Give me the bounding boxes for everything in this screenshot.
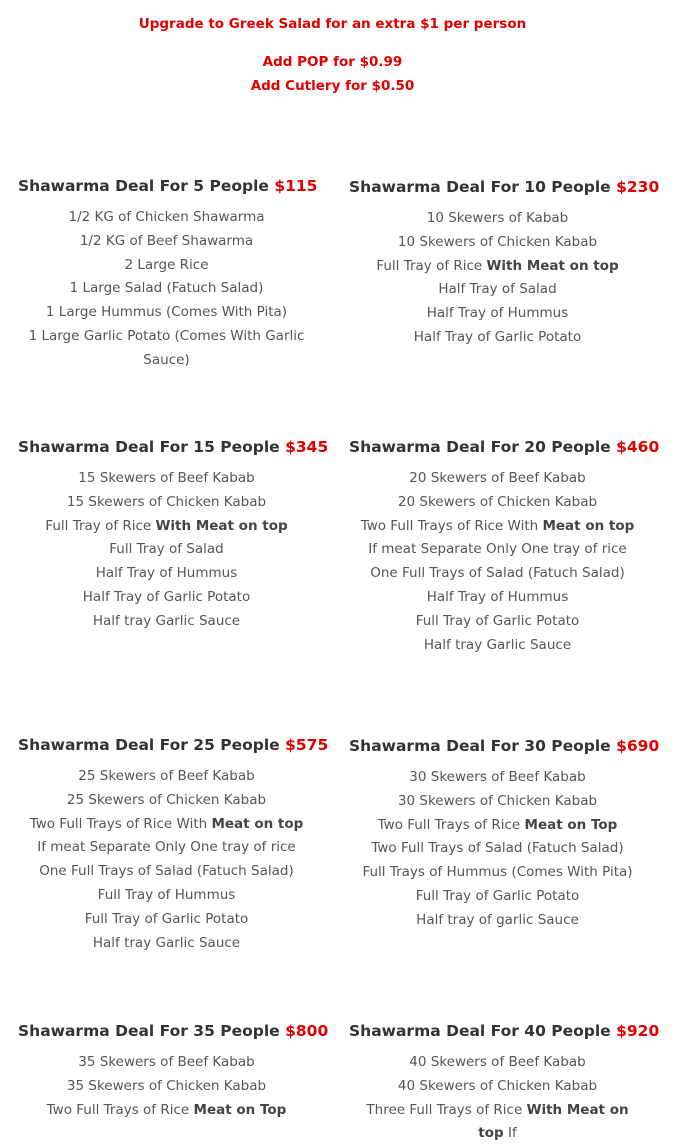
deal-items [18, 765, 315, 955]
notice-greek-salad: Upgrade to Greek Salad for an extra $1 per person [138, 16, 527, 32]
deal-item-text: Half tray Garlic Sauce [92, 934, 241, 951]
deal-item [349, 302, 646, 326]
deal-item [18, 908, 315, 932]
deal-item-text: 10 Skewers of Kabab [426, 210, 569, 226]
deal-item-highlight: With Meat on top [486, 257, 619, 274]
deal-title [349, 436, 660, 458]
deal-title-text: Shawarma Deal For 15 People [18, 438, 280, 456]
deal-price: $115 [274, 177, 318, 195]
deal-title [18, 1020, 329, 1042]
deal-item-text: One Full Trays of Salad (Fatuch Salad) [39, 863, 294, 880]
deal-item [18, 515, 315, 539]
deal-title [18, 436, 329, 458]
deal-items [349, 467, 646, 657]
deal-item-text: Half Tray of Salad [438, 281, 557, 298]
deal-item-text: One Full Trays of Salad (Fatuch Salad) [370, 565, 625, 582]
deal-item [18, 301, 315, 325]
deal-item [18, 277, 315, 301]
deal-item-text: Full Tray of Hummus [97, 886, 236, 903]
deal-item [349, 814, 646, 838]
deal-item [349, 837, 646, 861]
deal-item-text: 1/2 KG of Chicken Shawarma [68, 209, 265, 225]
deal-item [18, 860, 315, 884]
deal-title [349, 735, 660, 757]
deal-item [349, 885, 646, 909]
deal-card-35-people [18, 1020, 329, 1122]
deal-item-text: Half Tray of Hummus [426, 305, 569, 322]
deal-card-30-people [349, 735, 660, 933]
deal-title-text: Shawarma Deal For 5 People [18, 177, 269, 195]
deal-item [349, 278, 646, 302]
deal-title [349, 1020, 660, 1042]
deal-item-text: 1 Large Hummus (Comes With Pita) [45, 304, 288, 321]
deal-item [18, 538, 315, 562]
deal-item-text: Three Full Trays of Rice [366, 1101, 527, 1118]
deal-item [18, 467, 315, 491]
deal-items [18, 467, 315, 634]
deal-item-text: Full Tray of Garlic Potato [415, 887, 580, 904]
deal-title [18, 734, 329, 756]
deal-item-text: 1 Large Salad (Fatuch Salad) [69, 280, 264, 297]
deal-item-text: Half Tray of Hummus [426, 588, 569, 605]
notice-pop: Add POP for $0.99 [262, 54, 403, 70]
deal-title-text: Shawarma Deal For 30 People [349, 737, 611, 755]
deal-items [349, 207, 646, 350]
deal-card-5-people [18, 175, 318, 373]
deal-item [349, 861, 646, 885]
deal-item [349, 515, 646, 563]
deal-title-text: Shawarma Deal For 35 People [18, 1022, 280, 1040]
deal-item [18, 254, 315, 278]
deal-card-15-people [18, 436, 329, 634]
deal-item-text: Half Tray of Garlic Potato [413, 328, 582, 345]
deal-card-40-people [349, 1020, 660, 1146]
deal-item [349, 326, 646, 350]
deal-item-highlight: Meat on top [542, 517, 635, 534]
deal-items [349, 1051, 646, 1146]
deal-item [18, 765, 315, 789]
deal-item-text: Full Tray of Garlic Potato [84, 910, 249, 927]
deal-item [349, 1075, 646, 1099]
deal-item-text: Half Tray of Hummus [95, 565, 238, 582]
deal-item-suffix: If meat Separate Only One tray of rice [37, 839, 296, 856]
deal-title-text: Shawarma Deal For 10 People [349, 178, 611, 196]
deal-item [18, 562, 315, 586]
deal-item [18, 1099, 315, 1123]
deal-item [18, 1075, 315, 1099]
deal-card-25-people [18, 734, 329, 955]
deal-item [349, 586, 646, 610]
deal-item-text: Full Tray of Rice [45, 517, 156, 534]
deal-item-text: 30 Skewers of Chicken Kabab [397, 792, 598, 809]
deal-item [349, 467, 646, 491]
deal-title [18, 175, 318, 197]
deal-item-text: Two Full Trays of Rice With [360, 517, 543, 534]
deal-card-20-people [349, 436, 660, 657]
deal-item-text: Half Tray of Garlic Potato [82, 588, 251, 605]
deal-item-text: 15 Skewers of Beef Kabab [78, 470, 255, 486]
deal-item-text: 20 Skewers of Beef Kabab [409, 470, 586, 486]
deal-item [18, 230, 315, 254]
deal-item [18, 325, 315, 373]
deal-item-highlight: Meat on Top [193, 1101, 287, 1118]
deal-item [349, 909, 646, 933]
deal-item [18, 206, 315, 230]
deal-price: $690 [616, 737, 660, 755]
deal-price: $230 [616, 178, 660, 196]
deal-price: $920 [616, 1022, 660, 1040]
deal-item [18, 789, 315, 813]
deal-item-highlight: With Meat on top [478, 1101, 629, 1142]
deal-item [18, 610, 315, 634]
deal-item-text: 2 Large Rice [124, 256, 209, 273]
deal-item-text: Two Full Trays of Rice [46, 1101, 194, 1118]
deal-item [18, 813, 315, 861]
deal-item-suffix: If meat Separate Only One tray of rice [368, 541, 627, 558]
deal-item-text: 25 Skewers of Chicken Kabab [66, 791, 267, 808]
deal-item [349, 231, 646, 255]
deal-item-text: Half tray Garlic Sauce [92, 612, 241, 629]
deal-price: $800 [285, 1022, 329, 1040]
deal-item-text: 15 Skewers of Chicken Kabab [66, 493, 267, 510]
deal-item-highlight: With Meat on top [155, 517, 288, 534]
deal-items [349, 766, 646, 933]
deal-item-text: 40 Skewers of Beef Kabab [409, 1054, 586, 1070]
deal-item-text: Half tray of garlic Sauce [416, 911, 579, 928]
deal-item-text: Full Tray of Salad [109, 541, 224, 558]
deal-item-text: Full Trays of Hummus (Comes With Pita) [362, 864, 633, 881]
notice-cutlery: Add Cutlery for $0.50 [250, 78, 415, 94]
deal-item-suffix: If [503, 1125, 517, 1142]
deal-title [349, 176, 660, 198]
deal-title-text: Shawarma Deal For 25 People [18, 736, 280, 754]
deal-item-text: 35 Skewers of Beef Kabab [78, 1054, 255, 1070]
deal-item-text: 20 Skewers of Chicken Kabab [397, 493, 598, 510]
deal-item-text: 1 Large Garlic Potato (Comes With Garlic Sauce) [28, 327, 305, 368]
deal-item [349, 634, 646, 658]
deal-price: $575 [285, 736, 329, 754]
deal-item [349, 491, 646, 515]
deal-item [349, 207, 646, 231]
deal-item-text: Full Tray of Rice [376, 257, 487, 274]
deal-item [349, 255, 646, 279]
deal-card-10-people [349, 176, 660, 350]
deal-item [18, 932, 315, 956]
deal-item [349, 766, 646, 790]
deal-title-text: Shawarma Deal For 40 People [349, 1022, 611, 1040]
deal-item-highlight: Meat on top [211, 815, 304, 832]
deal-item-text: Half tray Garlic Sauce [423, 636, 572, 653]
deal-item [18, 586, 315, 610]
deal-item [349, 1051, 646, 1075]
deal-item-text: Two Full Trays of Rice With [29, 815, 212, 832]
deal-item [18, 884, 315, 908]
deal-item-text: Two Full Trays of Rice [377, 816, 525, 833]
deal-item [18, 491, 315, 515]
deal-item-highlight: Meat on Top [524, 816, 618, 833]
deal-item [18, 1051, 315, 1075]
deal-item [349, 790, 646, 814]
deal-price: $345 [285, 438, 329, 456]
deal-price: $460 [616, 438, 660, 456]
deal-item [349, 1099, 646, 1146]
deal-item-text: 30 Skewers of Beef Kabab [409, 769, 586, 785]
deal-item [349, 610, 646, 634]
deal-items [18, 206, 315, 373]
deal-item-text: 1/2 KG of Beef Shawarma [79, 232, 254, 249]
deal-item-text: 40 Skewers of Chicken Kabab [397, 1077, 598, 1094]
deal-item [349, 562, 646, 586]
deal-item-text: 35 Skewers of Chicken Kabab [66, 1077, 267, 1094]
deal-item-text: Full Tray of Garlic Potato [415, 612, 580, 629]
deal-items [18, 1051, 315, 1122]
deal-title-text: Shawarma Deal For 20 People [349, 438, 611, 456]
deal-item-text: 25 Skewers of Beef Kabab [78, 768, 255, 784]
deal-item-text: 10 Skewers of Chicken Kabab [397, 233, 598, 250]
deal-item-text: Two Full Trays of Salad (Fatuch Salad) [371, 840, 624, 857]
